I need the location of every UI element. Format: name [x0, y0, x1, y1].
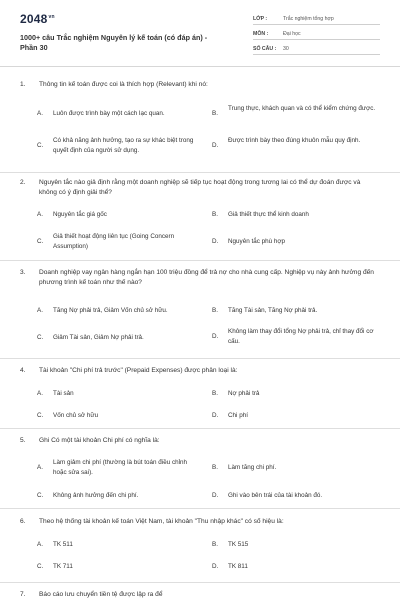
logo-suffix: vn: [48, 14, 55, 20]
option-text: Vốn chủ sở hữu: [53, 412, 99, 419]
option-letter: D.: [212, 412, 219, 419]
option-text: TK 711: [53, 563, 73, 570]
meta-count-row: [253, 43, 380, 55]
meta-subject-label: MÔN :: [253, 31, 269, 37]
option-text: Có khả năng ảnh hưởng, tạo ra sự khác biệt trong quyết định của người sử dụng.: [53, 137, 194, 154]
option-text: Nguyên tắc phù hợp: [228, 238, 285, 245]
option-text: Trung thực, khách quan và có thể kiểm chứng được.: [228, 105, 376, 112]
meta-count-value: 30: [283, 46, 289, 52]
meta-class-row: [253, 13, 380, 25]
option-letter: A.: [37, 541, 43, 548]
question-body: Tài khoản "Chi phí trả trước" (Prepaid Expenses) được phân loại là:: [39, 367, 238, 374]
site-logo[interactable]: [20, 12, 55, 26]
question-number: 2.: [20, 179, 26, 186]
meta-class-value: Trắc nghiệm tổng hợp: [283, 16, 334, 22]
option-text: Giả thiết hoạt động liên tục (Going Concern Assumption): [53, 233, 175, 250]
option-letter: D.: [212, 238, 219, 245]
option-letter: B.: [212, 307, 218, 314]
option-text: Được trình bày theo đúng khuôn mẫu quy định.: [228, 137, 361, 144]
meta-count-label: SỐ CÂU :: [253, 46, 277, 52]
option-text: Không làm thay đổi tổng Nợ phải trả, chỉ thay đổi cơ cấu.: [228, 328, 374, 345]
option-text: TK 515: [228, 541, 249, 548]
question-body: Ghi Có một tài khoản Chi phí có nghĩa là:: [39, 437, 160, 444]
option-text: Nợ phải trả: [228, 390, 260, 397]
option-text: Luôn được trình bày một cách lạc quan.: [53, 110, 165, 117]
question-number: 7.: [20, 591, 26, 598]
option-letter: A.: [37, 211, 43, 218]
option-letter: A.: [37, 390, 43, 397]
question-number: 3.: [20, 269, 26, 276]
option-text: TK 511: [53, 541, 73, 548]
option-text: Làm tăng chi phí.: [228, 464, 277, 471]
meta-subject-row: [253, 28, 380, 40]
option-text: Tăng Tài sản, Tăng Nợ phải trả.: [228, 307, 318, 314]
option-text: Nguyên tắc giá gốc: [53, 211, 107, 218]
question-body: Nguyên tắc nào giả định rằng một doanh nghiệp sẽ tiếp tục hoạt động trong tương lai có thể dự đoán được và không có ý định giải thể?: [39, 179, 361, 196]
option-letter: B.: [212, 464, 218, 471]
option-text: Tăng Nợ phải trả, Giảm Vốn chủ sở hữu.: [53, 307, 168, 314]
document-title: 1000+ câu Trắc nghiệm Nguyên lý kế toán (có đáp án) - Phần 30: [20, 33, 208, 52]
meta-class-label: LỚP :: [253, 16, 268, 22]
question-number: 4.: [20, 367, 26, 374]
question-body: Theo hệ thống tài khoản kế toán Việt Nam, tài khoản "Thu nhập khác" có số hiệu là:: [39, 518, 284, 525]
option-text: Không ảnh hưởng đến chi phí.: [53, 492, 139, 499]
option-text: Làm giảm chi phí (thường là bút toán điều chỉnh hoặc sửa sai).: [53, 459, 188, 476]
document-header: [0, 0, 400, 67]
option-letter: C.: [37, 492, 44, 499]
question-body: Doanh nghiệp vay ngân hàng ngắn hạn 100 triệu đồng để trả nợ cho nhà cung cấp. Nghiệp vụ này ảnh hưởng đến phương trình kế toán như thế nào?: [39, 269, 374, 286]
divider: [0, 172, 400, 173]
logo-text: 2048: [20, 12, 48, 26]
divider: [0, 260, 400, 261]
question-number: 6.: [20, 518, 26, 525]
option-letter: D.: [212, 563, 219, 570]
option-letter: C.: [37, 412, 44, 419]
divider: [0, 358, 400, 359]
option-letter: B.: [212, 541, 218, 548]
option-letter: D.: [212, 492, 219, 499]
option-text: Tài sản: [53, 390, 74, 397]
option-letter: D.: [212, 333, 219, 340]
option-letter: C.: [37, 142, 44, 149]
option-text: TK 811: [228, 563, 248, 570]
option-letter: B.: [212, 110, 218, 117]
option-text: Giả thiết thực thể kinh doanh: [228, 211, 309, 218]
divider: [0, 428, 400, 429]
divider: [0, 582, 400, 583]
question-number: 5.: [20, 437, 26, 444]
question-body: Báo cáo lưu chuyển tiền tệ được lập ra để: [39, 591, 163, 598]
option-text: Giảm Tài sản, Giảm Nợ phải trả.: [53, 334, 144, 341]
option-letter: A.: [37, 110, 43, 117]
question-body: Thông tin kế toán được coi là thích hợp (Relevant) khi nó:: [39, 81, 208, 88]
option-letter: C.: [37, 334, 44, 341]
question-number: 1.: [20, 81, 26, 88]
option-letter: C.: [37, 238, 44, 245]
meta-subject-value: Đại học: [283, 31, 301, 37]
divider: [0, 508, 400, 509]
option-letter: A.: [37, 464, 43, 471]
option-letter: B.: [212, 211, 218, 218]
option-text: Chi phí: [228, 412, 248, 419]
option-letter: B.: [212, 390, 218, 397]
option-text: Ghi vào bên trái của tài khoản đó.: [228, 492, 323, 499]
option-letter: A.: [37, 307, 43, 314]
option-letter: D.: [212, 142, 219, 149]
option-letter: C.: [37, 563, 44, 570]
